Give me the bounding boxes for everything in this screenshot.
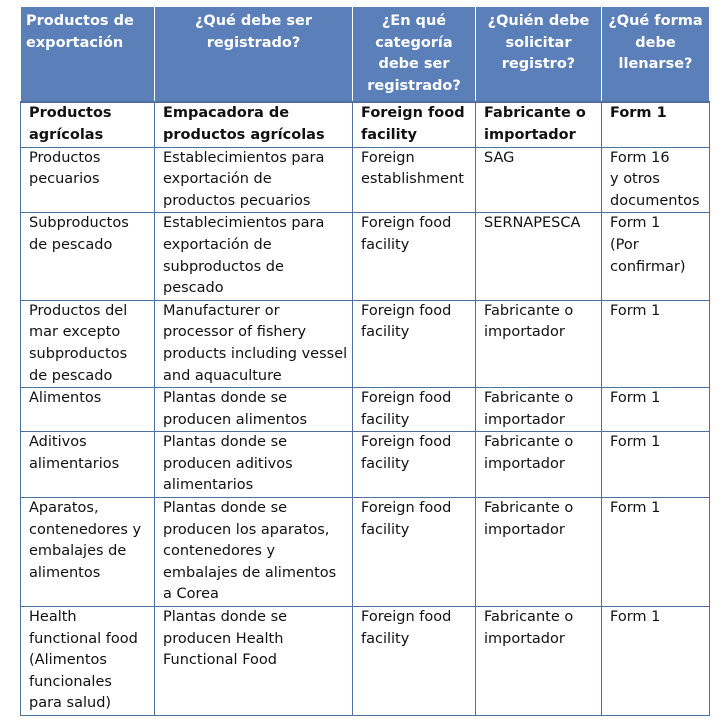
cell-what: Plantas donde se producen alimentos xyxy=(155,388,353,432)
cell-who: Fabricante o importador xyxy=(476,498,602,607)
cell-form: Form 1 xyxy=(602,607,710,716)
cell-product: Aparatos, contenedores y embalajes de alimentos xyxy=(21,498,155,607)
cell-what: Establecimientos para exportación de subproductos de pescado xyxy=(155,213,353,300)
cell-product: Alimentos xyxy=(21,388,155,432)
cell-who: Fabricante o importador xyxy=(476,388,602,432)
cell-category: Foreign establishment xyxy=(353,147,476,213)
cell-form: Form 1 xyxy=(602,498,710,607)
cell-category: Foreign food facility xyxy=(353,213,476,300)
table-row xyxy=(21,300,710,387)
table-row xyxy=(21,388,710,432)
cell-category: Foreign food facility xyxy=(353,607,476,716)
cell-what: Plantas donde se producen Health Functional Food xyxy=(155,607,353,716)
cell-product: Aditivos alimentarios xyxy=(21,432,155,498)
table-row xyxy=(21,147,710,213)
table-row xyxy=(21,432,710,498)
table-row xyxy=(21,498,710,607)
cell-what: Manufacturer or processor of fishery products including vessel and aquaculture xyxy=(155,300,353,387)
cell-product: Productos del mar excepto subproductos de pescado xyxy=(21,300,155,387)
cell-form: Form 1 xyxy=(602,432,710,498)
cell-who: SERNAPESCA xyxy=(476,213,602,300)
cell-what: Establecimientos para exportación de productos pecuarios xyxy=(155,147,353,213)
table-row xyxy=(21,102,710,147)
header-row xyxy=(21,7,710,103)
header-who-applies: ¿Quién debe solicitar registro? xyxy=(476,7,602,103)
header-export-products: Productos de exportación xyxy=(21,7,155,103)
cell-product: Health functional food (Alimentos funcionales para salud) xyxy=(21,607,155,716)
cell-what: Plantas donde se producen aditivos alimentarios xyxy=(155,432,353,498)
cell-product: Productos pecuarios xyxy=(21,147,155,213)
cell-form: Form 1 xyxy=(602,300,710,387)
cell-category: Foreign food facility xyxy=(353,432,476,498)
cell-who: Fabricante o importador xyxy=(476,102,602,147)
cell-form: Form 1 (Por confirmar) xyxy=(602,213,710,300)
cell-category: Foreign food facility xyxy=(353,300,476,387)
cell-who: Fabricante o importador xyxy=(476,607,602,716)
cell-product: Productos agrícolas xyxy=(21,102,155,147)
cell-who: Fabricante o importador xyxy=(476,432,602,498)
cell-who: SAG xyxy=(476,147,602,213)
cell-product: Subproductos de pescado xyxy=(21,213,155,300)
header-category: ¿En qué categoría debe ser registrado? xyxy=(353,7,476,103)
cell-category: Foreign food facility xyxy=(353,102,476,147)
cell-form: Form 16 y otros documentos xyxy=(602,147,710,213)
export-registration-table xyxy=(20,6,710,716)
cell-what: Plantas donde se producen los aparatos, contenedores y embalajes de alimentos a Corea xyxy=(155,498,353,607)
cell-form: Form 1 xyxy=(602,388,710,432)
table-row xyxy=(21,607,710,716)
header-form: ¿Qué forma debe llenarse? xyxy=(602,7,710,103)
cell-who: Fabricante o importador xyxy=(476,300,602,387)
cell-what: Empacadora de productos agrícolas xyxy=(155,102,353,147)
cell-form: Form 1 xyxy=(602,102,710,147)
cell-category: Foreign food facility xyxy=(353,388,476,432)
cell-category: Foreign food facility xyxy=(353,498,476,607)
header-what-to-register: ¿Qué debe ser registrado? xyxy=(155,7,353,103)
table-row xyxy=(21,213,710,300)
